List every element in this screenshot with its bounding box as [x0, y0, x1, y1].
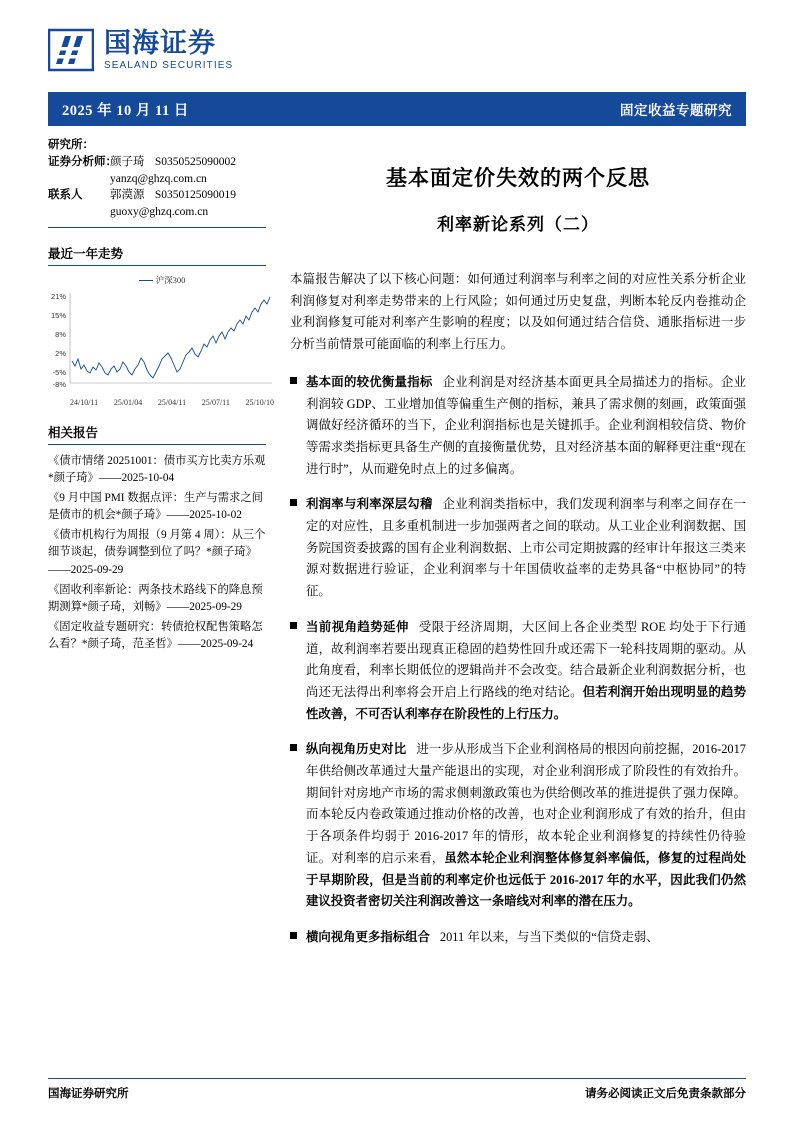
legend-label-0: 沪深300	[155, 274, 186, 285]
analyst-row	[48, 154, 266, 187]
key-points	[290, 372, 746, 949]
trend-chart	[48, 274, 276, 407]
bullet-emphasis: 但若利润开始出现明显的趋势性改善，不可否认利率存在阶段性的上行压力。	[306, 684, 747, 721]
bullet-lead: 纵向视角历史对比	[306, 742, 407, 757]
svg-text:-8%: -8%	[52, 379, 66, 389]
analyst-email[interactable]: yanzq@ghzq.com.cn	[110, 172, 207, 185]
report-link[interactable]: 《固收利率新论：两条技术路线下的降息预期测算*颜子琦，刘畅》	[48, 583, 263, 613]
bullet-text: 企业利润类指标中，我们发现利润率与利率之间存在一定的对应性，且多重机制进一步加强两者之间的联动。从工业企业利润数据、国务院国资委披露的国有企业利润数据、上市公司定期披露的经审计年报这三类来源对数据进行验证，企业利润率与十年国债收益率的走势具备“中枢协同”的特征。	[306, 497, 747, 599]
brand-name-en: SEALAND SECURITIES	[104, 59, 234, 71]
institute-label: 研究所：	[48, 139, 94, 151]
abstract-paragraph: 本篇报告解决了以下核心问题：如何通过利润率与利率之间的对应性关系分析企业利润修复对利率走势带来的上行风险；如何通过历史复盘，判断本轮反内卷推动企业利润修复可能对利率产生影响的程度；以及如何通过结合信贷、通胀指标进一步分析当前情景可能面临的利率上行压力。	[290, 272, 746, 352]
report-date: ——2025-10-02	[166, 509, 242, 522]
bullet-item	[290, 617, 746, 726]
bullet-square-icon	[290, 617, 306, 726]
page-footer	[48, 1078, 746, 1101]
bullet-text: 进一步从形成当下企业利润格局的根因向前挖掘，2016-2017 年供给侧改革通过大量产能退出的实现，对企业利润形成了阶段性的有效抬升。期间针对房地产市场的需求侧刺激政策也为供给侧改革的推进提供了强力保障。而本轮反内卷政策通过推动价格的改善，也对企业利润形成了有效的抬升，但由于各项条件均弱于 2016-2017 年的情形，故本轮企业利润修复的持续性仍待验证。对利率的启示来看，	[306, 742, 746, 865]
main-content	[280, 136, 746, 949]
svg-text:-5%: -5%	[52, 367, 66, 377]
footer-disclaimer: 请务必阅读正文后免责条款部分	[585, 1088, 746, 1100]
contact-email[interactable]: guoxy@ghzq.com.cn	[110, 206, 209, 219]
chart-xtick-4: 25/10/10	[245, 397, 274, 407]
bullet-text: 2011 年以来，与当下类似的“信贷走弱、	[439, 929, 659, 944]
report-date: 2025 年 10 月 11 日	[62, 102, 189, 119]
list-item[interactable]	[48, 582, 266, 616]
bullet-lead: 基本面的较优衡量指标	[306, 374, 433, 389]
report-date: ——2025-09-29	[166, 600, 242, 613]
page-subtitle: 利率新论系列（二）	[437, 215, 599, 234]
sealand-logo-icon	[48, 28, 94, 72]
svg-text:15%: 15%	[50, 310, 66, 320]
analyst-license-code: S0350525090002	[154, 156, 237, 168]
chart-x-axis-labels	[48, 398, 276, 407]
list-item[interactable]	[48, 619, 266, 653]
report-titlebar	[48, 92, 746, 126]
page-title: 基本面定价失效的两个反思	[386, 166, 650, 190]
bullet-square-icon	[290, 739, 306, 913]
chart-xtick-3: 25/07/11	[201, 397, 230, 407]
bullet-lead: 横向视角更多指标组合	[306, 929, 430, 944]
analyst-name: 颜子琦	[110, 156, 145, 168]
report-category: 固定收益专题研究	[620, 103, 732, 118]
list-item[interactable]	[48, 453, 266, 487]
footer-institute: 国海证券研究所	[48, 1088, 129, 1100]
legend-line-icon	[139, 280, 153, 281]
report-link[interactable]: 《固定收益专题研究：转债抢权配售策略怎么看？*颜子琦，范圣哲》	[48, 621, 263, 651]
sidebar	[48, 136, 280, 656]
related-reports-title: 相关报告	[48, 423, 266, 445]
bullet-item	[290, 494, 746, 603]
contact-label: 联系人	[48, 189, 83, 202]
bullet-lead: 当前视角趋势延伸	[306, 619, 409, 634]
chart-section-title: 最近一年走势	[48, 244, 266, 266]
report-date: ——2025-10-04	[98, 471, 175, 484]
chart-xtick-2: 25/04/11	[157, 397, 187, 407]
bullet-square-icon	[290, 494, 306, 603]
bullet-square-icon	[290, 372, 306, 481]
report-date: ——2025-09-29	[48, 563, 124, 576]
svg-text:2%: 2%	[55, 348, 66, 358]
report-link[interactable]: 《债市机构行为周报（9 月第 4 周）：从三个细节谈起，债券调整到位了吗？*颜子琦》	[48, 529, 266, 559]
svg-text:21%: 21%	[50, 291, 66, 301]
contact-name: 郭漠源	[110, 189, 145, 202]
contact-license-code: S0350125090019	[154, 189, 237, 202]
bullet-text: 受限于经济周期，大区间上各企业类型 ROE 均处于下行通道，故利润率若要出现真正稳固的趋势性回升或还需下一轮科技周期的驱动。从此角度看，利率长期低位的逻辑尚并不会改变。结合最新企业利润数据分析，也尚还无法得出利率将会开启上行路线的绝对结论。	[306, 619, 746, 699]
bullet-item	[290, 927, 746, 949]
report-date: ——2025-09-24	[177, 638, 254, 651]
brand-header	[48, 0, 746, 78]
report-body	[48, 136, 746, 949]
chart-xtick-0: 24/10/11	[70, 397, 99, 407]
bullet-square-icon	[290, 927, 306, 949]
bullet-item	[290, 372, 746, 481]
contact-row	[48, 187, 266, 220]
bullet-emphasis: 虽然本轮企业利润整体修复斜率偏低，修复的过程尚处于早期阶段，但是当前的利率定价也远低于 2016-2017 年的水平，因此我们仍然建议投资者密切关注利润改善这一条暗线对利率的潜在压力。	[306, 850, 747, 909]
analyst-meta-block	[48, 136, 266, 228]
chart-xtick-1: 25/01/04	[113, 397, 143, 407]
svg-text:8%: 8%	[55, 329, 66, 339]
chart-legend	[48, 274, 276, 286]
list-item[interactable]	[48, 527, 266, 578]
report-link[interactable]: 《9 月中国 PMI 数据点评：生产与需求之间是债市的机会*颜子琦》	[48, 492, 263, 522]
list-item[interactable]	[48, 490, 266, 524]
bullet-text: 企业利润是对经济基本面更具全局描述力的指标。企业利润较 GDP、工业增加值等偏重生产侧的指标，兼具了需求侧的刻画，政策面强调做好经济循环的当下，企业利润指标也是关键抓手。企业利润相较信贷、物价等需求类指标更具备生产侧的直接衡量优势，且对经济基本面的解释更注重“现在进行时”，从而避免时点上的过多偏离。	[306, 374, 747, 476]
chart-canvas	[48, 287, 276, 397]
bullet-item	[290, 739, 746, 913]
analyst-label: 证券分析师：	[48, 156, 117, 168]
brand-name-cn: 国海证券	[104, 28, 216, 59]
bullet-lead: 利润率与利率深层勾稽	[306, 497, 433, 512]
report-link[interactable]: 《债市情绪 20251001：债市买方比卖方乐观*颜子琦》	[48, 454, 266, 484]
related-reports-list	[48, 453, 266, 654]
